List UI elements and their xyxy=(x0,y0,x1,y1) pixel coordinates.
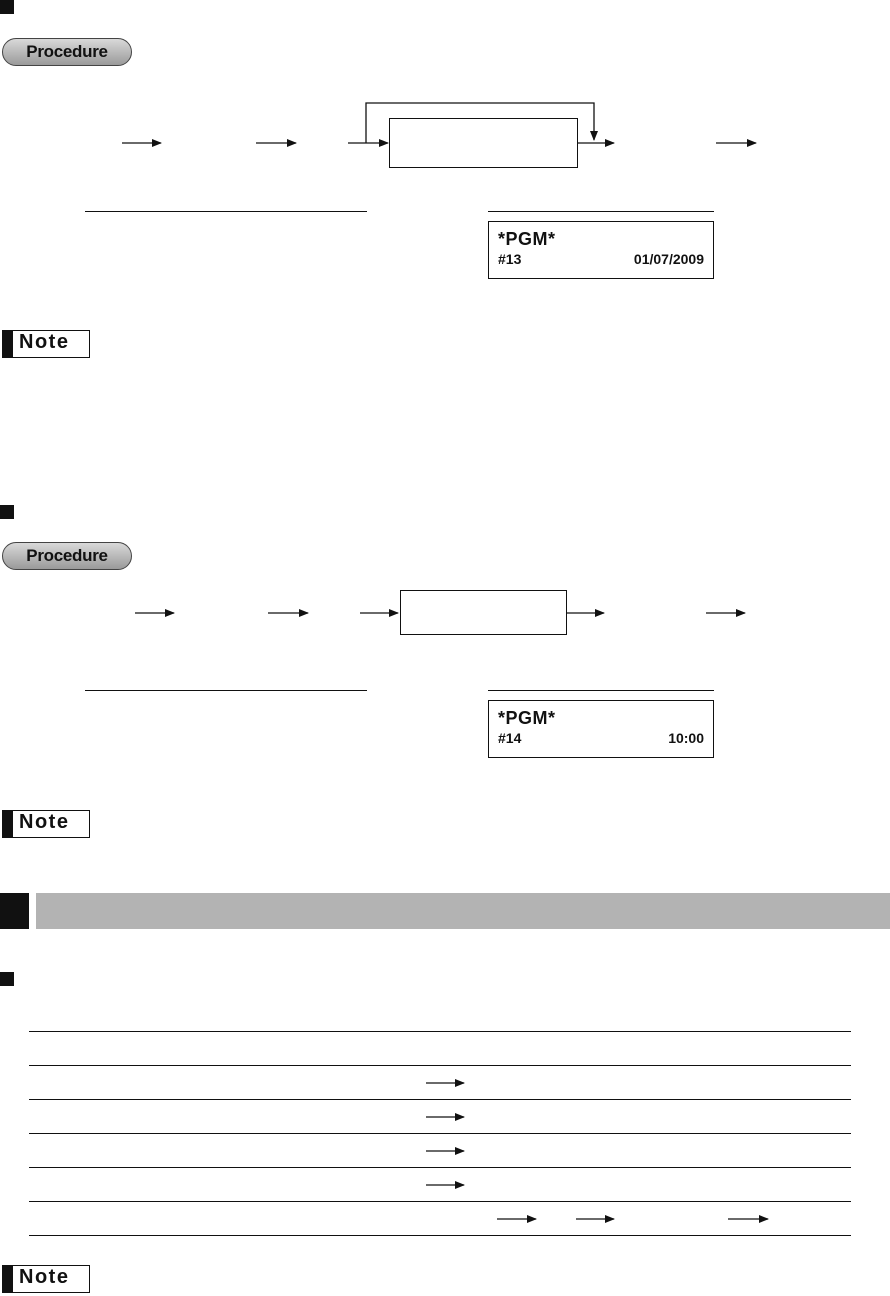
display-code: #14 xyxy=(498,730,522,746)
note-badge xyxy=(2,1265,90,1293)
display-code: #13 xyxy=(498,251,522,267)
display-mode: *PGM* xyxy=(498,708,556,728)
note-label: Note xyxy=(19,811,70,833)
display-value: 01/07/2009 xyxy=(633,251,704,267)
procedure-badge: Procedure xyxy=(2,38,132,66)
note-label: Note xyxy=(19,331,70,353)
display-mode: *PGM* xyxy=(498,229,556,249)
note-label: Note xyxy=(19,1266,70,1288)
display-value: 10:00 xyxy=(668,730,704,746)
procedure-badge: Procedure xyxy=(2,542,132,570)
